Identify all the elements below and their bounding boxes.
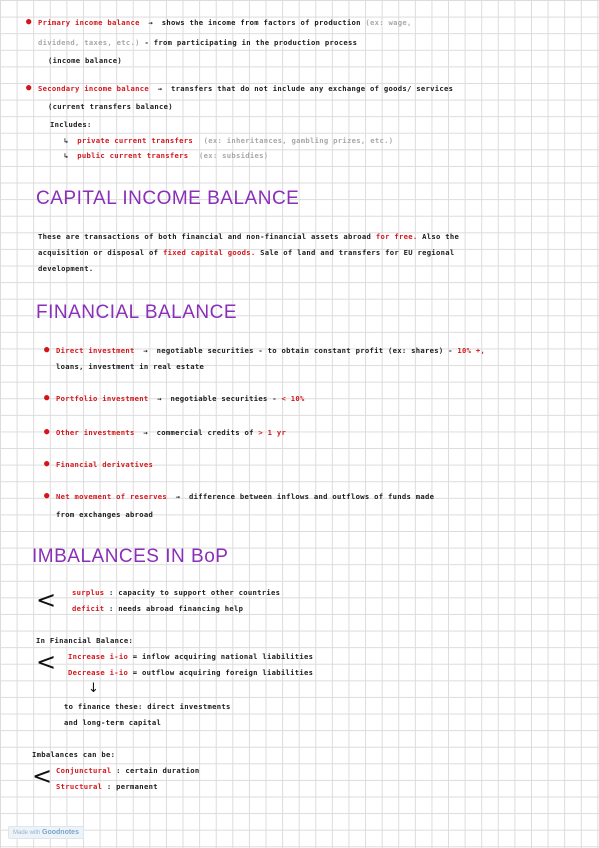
imbalances-heading: IMBALANCES IN BoP [32, 546, 229, 567]
public-transfers-line [64, 151, 268, 160]
capital-text: Also the [422, 232, 460, 241]
bullet-dot: ● [44, 345, 50, 355]
bracket-icon: < [36, 586, 57, 614]
increase-desc: = inflow acquiring national liabilities [132, 652, 314, 661]
imbalances-can-be-label: Imbalances can be: [32, 750, 116, 759]
conjunctural-line [56, 766, 199, 775]
direct-investment-desc: negotiable securities - to obtain constant profit (ex: shares) - [156, 346, 453, 355]
goodnotes-watermark [8, 826, 84, 839]
surplus-line [72, 588, 280, 597]
surplus-term: surplus [72, 588, 105, 597]
arrow-icon: → [175, 492, 181, 501]
secondary-income-term: Secondary income balance [38, 84, 150, 93]
primary-income-example: (ex: wage, [365, 18, 412, 27]
finance-line-2: and long-term capital [64, 718, 162, 727]
hook-arrow-icon: ↳ [64, 136, 69, 145]
deficit-line [72, 604, 243, 613]
structural-line [56, 782, 158, 791]
primary-income-desc-cont: - from participating in the production process [144, 38, 358, 47]
secondary-income-includes: Includes: [50, 120, 92, 129]
bullet-dot: ● [44, 459, 50, 469]
capital-highlight: for free. [375, 232, 418, 241]
other-investments-desc: commercial credits of [156, 428, 254, 437]
direct-investment-line-1 [56, 346, 485, 355]
primary-income-paren: (income balance) [48, 56, 123, 65]
arrow-icon: → [157, 84, 163, 93]
net-reserves-desc: difference between inflows and outflows of funds made [188, 492, 435, 501]
decrease-desc: = outflow acquiring foreign liabilities [132, 668, 314, 677]
bracket-icon: < [36, 648, 57, 676]
capital-text: acquisition or disposal of [38, 248, 159, 257]
structural-term: Structural [56, 782, 103, 791]
increase-line [68, 652, 313, 661]
other-investments-line [56, 428, 286, 437]
bracket-icon: < [32, 762, 53, 790]
portfolio-investment-highlight: < 10% [281, 394, 305, 403]
primary-income-line-2 [38, 38, 357, 47]
secondary-income-paren: (current transfers balance) [48, 102, 173, 111]
capital-text: These are transactions of both financial and non-financial assets abroad [38, 232, 372, 241]
structural-desc: : permanent [106, 782, 158, 791]
bullet-dot: ● [26, 17, 32, 27]
deficit-desc: : needs abroad financing help [109, 604, 244, 613]
financial-heading: FINANCIAL BALANCE [36, 302, 238, 323]
arrow-down-icon: ↓ [88, 681, 99, 696]
public-transfers-term: public current transfers [77, 151, 189, 160]
private-transfers-line [64, 136, 393, 145]
capital-line-2 [38, 248, 454, 257]
arrow-icon: → [143, 346, 148, 355]
net-reserves-line-2: from exchanges abroad [56, 510, 154, 519]
capital-line-3: development. [38, 264, 94, 273]
other-investments-term: Other investments [56, 428, 135, 437]
primary-income-example-cont: dividend, taxes, etc.) [38, 38, 140, 47]
arrow-icon: → [143, 428, 148, 437]
bullet-dot: ● [26, 83, 32, 93]
private-transfers-term: private current transfers [77, 136, 193, 145]
deficit-term: deficit [72, 604, 105, 613]
primary-income-term: Primary income balance [38, 18, 140, 27]
arrow-icon: → [157, 394, 162, 403]
secondary-income-line-1 [38, 84, 453, 93]
finance-line-1: to finance these: direct investments [64, 702, 231, 711]
bullet-dot: ● [44, 427, 50, 437]
watermark-prefix: Made with [13, 830, 41, 836]
primary-income-line-1 [38, 18, 412, 27]
conjunctural-term: Conjunctural [56, 766, 112, 775]
bullet-dot: ● [44, 491, 50, 501]
portfolio-investment-term: Portfolio investment [56, 394, 149, 403]
private-transfers-example: (ex: inheritances, gambling prizes, etc.) [203, 136, 394, 145]
portfolio-investment-desc: negotiable securities - [170, 394, 277, 403]
capital-highlight: fixed capital goods. [162, 248, 256, 257]
capital-line-1 [38, 232, 459, 241]
conjunctural-desc: : certain duration [116, 766, 200, 775]
surplus-desc: : capacity to support other countries [109, 588, 281, 597]
decrease-term: Decrease i-io [68, 668, 129, 677]
bullet-dot: ● [44, 393, 50, 403]
direct-investment-highlight: 10% +, [457, 346, 486, 355]
public-transfers-example: (ex: subsidies) [198, 151, 269, 160]
arrow-icon: → [148, 18, 154, 27]
increase-term: Increase i-io [68, 652, 129, 661]
financial-derivatives-term: Financial derivatives [56, 460, 154, 469]
decrease-line [68, 668, 313, 677]
portfolio-investment-line [56, 394, 305, 403]
watermark-brand: Goodnotes [42, 829, 79, 836]
other-investments-highlight: > 1 yr [258, 428, 287, 437]
capital-text: Sale of land and transfers for EU regional [260, 248, 455, 257]
in-financial-balance-label: In Financial Balance: [36, 636, 134, 645]
hook-arrow-icon: ↳ [64, 151, 69, 160]
net-reserves-line-1 [56, 492, 434, 501]
primary-income-desc: shows the income from factors of production [161, 18, 361, 27]
secondary-income-desc: transfers that do not include any exchange of goods/ services [170, 84, 454, 93]
direct-investment-line-2: loans, investment in real estate [56, 362, 205, 371]
net-reserves-term: Net movement of reserves [56, 492, 168, 501]
capital-heading: CAPITAL INCOME BALANCE [36, 188, 300, 209]
direct-investment-term: Direct investment [56, 346, 135, 355]
